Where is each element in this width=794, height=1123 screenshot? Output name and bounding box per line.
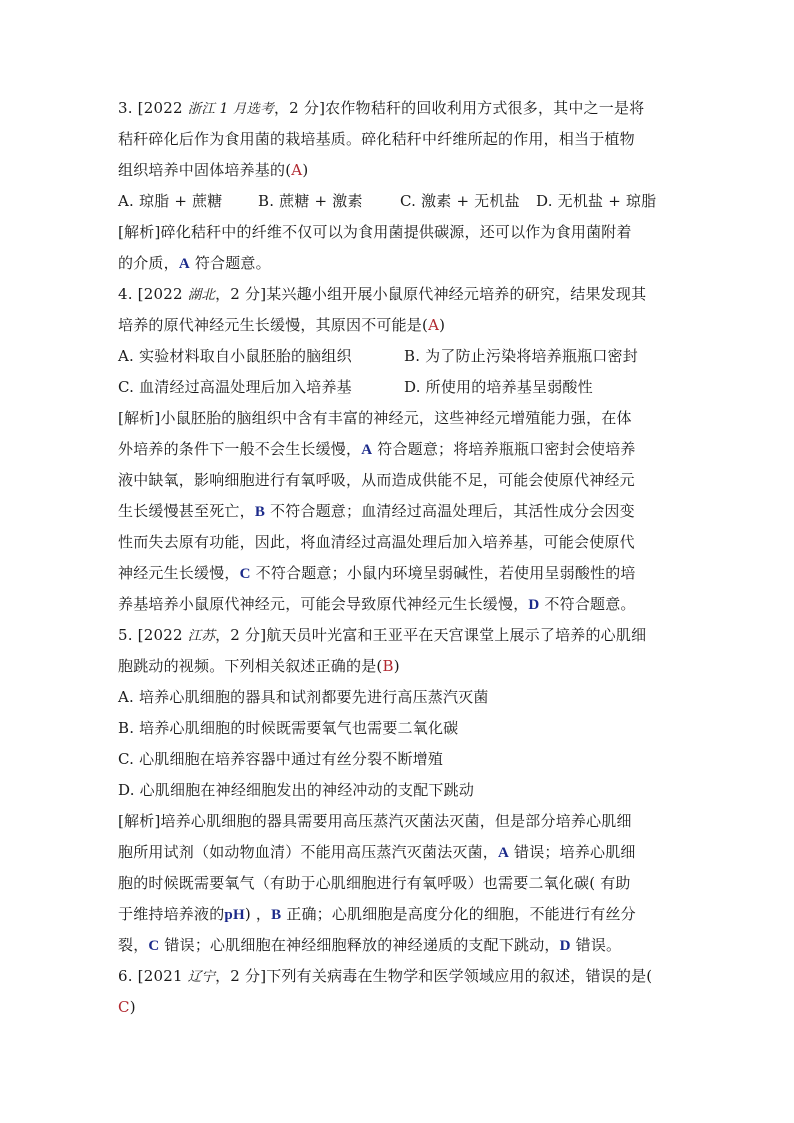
q5-exp-letter-b: B — [271, 907, 282, 923]
q4-source: 湖北 — [187, 287, 216, 303]
q4-exp-text-1: [解析]小鼠胚胎的脑组织中含有丰富的神经元，这些神经元增殖能力强，在体 — [118, 409, 632, 427]
q4-close: ) — [439, 316, 446, 334]
q3-close: ) — [302, 161, 309, 179]
q4-exp-text-7: 性而失去原有功能，因此，将血清经过高温处理后加入培养基，可能会使原代 — [118, 533, 635, 551]
q5-option-a: A. 培养心肌细胞的器具和试剂都要先进行高压蒸汽灭菌 — [118, 688, 489, 706]
q5-exp-letter-d: D — [559, 938, 571, 954]
q3-exp-text-3: 符合题意。 — [189, 254, 271, 272]
q4-exp-text-3: 符合题意；将培养瓶瓶口密封会使培养 — [372, 440, 636, 458]
q6-stem-line-2 — [118, 997, 136, 1017]
q4-answer: A — [428, 316, 440, 334]
q5-exp-text-8: 裂， — [118, 936, 149, 954]
q6-text-1: 下列有关病毒在生物学和医学领域应用的叙述，错误的是( — [266, 967, 653, 985]
q4-exp-text-11: 不符合题意。 — [539, 595, 636, 613]
q4-explanation-6 — [118, 563, 636, 584]
q4-options-row-2 — [118, 377, 678, 397]
q4-exp-text-4: 液中缺氧，影响细胞进行有氧呼吸，从而造成供能不足，可能会使原代神经元 — [118, 471, 635, 489]
q6-close: ) — [129, 998, 136, 1016]
q4-option-c: C. 血清经过高温处理后加入培养基 — [118, 378, 352, 396]
q4-exp-letter-c: C — [239, 566, 251, 582]
q5-exp-text-7: 正确；心肌细胞是高度分化的细胞，不能进行有丝分 — [281, 905, 636, 923]
q3-text-3: 组织培养中固体培养基的( — [118, 161, 292, 179]
q4-number: 4. [2022 — [118, 285, 188, 303]
q4-points: ，2 分] — [215, 285, 267, 303]
q5-exp-ph: pH — [224, 907, 245, 923]
q5-points: ，2 分] — [215, 626, 267, 644]
q4-exp-letter-b: B — [254, 504, 266, 520]
q5-explanation-5 — [118, 935, 621, 956]
q3-options — [118, 191, 678, 211]
q5-source: 江苏 — [187, 628, 216, 644]
q4-options-row-1 — [118, 346, 678, 366]
q3-stem-line-3 — [118, 160, 308, 180]
q5-exp-text-2: 胞所用试剂（如动物血清）不能用高压蒸汽灭菌法灭菌， — [118, 843, 499, 861]
q4-exp-text-10: 养基培养小鼠原代神经元，可能会导致原代神经元生长缓慢， — [118, 595, 529, 613]
q3-exp-text-2: 的介质， — [118, 254, 179, 272]
q5-text-2: 胞跳动的视频。下列相关叙述正确的是( — [118, 657, 383, 675]
q4-explanation-1 — [118, 408, 632, 428]
q5-exp-text-4: 胞的时候既需要氧气（有助于心肌细胞进行有氧呼吸）也需要二氧化碳( 有助 — [118, 874, 631, 892]
q5-exp-letter-c: C — [148, 938, 160, 954]
q3-option-b: B. 蔗糖 + 激素 — [258, 192, 363, 210]
q5-stem-line-2 — [118, 656, 400, 676]
q5-exp-text-6: ) ， — [244, 905, 272, 923]
q5-exp-text-5: 于维持培养液的 — [118, 905, 225, 923]
q3-explanation-1 — [118, 222, 632, 242]
q4-exp-text-2: 外培养的条件下一般不会生长缓慢， — [118, 440, 362, 458]
q4-explanation-4 — [118, 501, 635, 522]
q3-option-d: D. 无机盐 + 琼脂 — [536, 192, 657, 210]
q4-stem-line-1 — [118, 284, 646, 305]
q5-text-1: 航天员叶光富和王亚平在天宫课堂上展示了培养的心肌细 — [266, 626, 647, 644]
q4-text-2: 培养的原代神经元生长缓慢，其原因不可能是( — [118, 316, 429, 334]
q4-option-a: A. 实验材料取自小鼠胚胎的脑组织 — [118, 347, 352, 365]
q5-exp-letter-a: A — [498, 845, 510, 861]
q5-explanation-4 — [118, 904, 636, 925]
q3-exp-letter: A — [178, 256, 190, 272]
q6-answer: C — [118, 998, 130, 1016]
q4-option-d: D. 所使用的培养基呈弱酸性 — [404, 378, 593, 396]
q3-number: 3. [2022 — [118, 99, 188, 117]
q5-number: 5. [2022 — [118, 626, 188, 644]
q4-explanation-5 — [118, 532, 635, 552]
q3-explanation-2 — [118, 253, 271, 274]
q5-explanation-1 — [118, 811, 632, 831]
q5-exp-text-1: [解析]培养心肌细胞的器具需要用高压蒸汽灭菌法灭菌，但是部分培养心肌细 — [118, 812, 632, 830]
q4-explanation-2 — [118, 439, 636, 460]
q5-option-c: C. 心肌细胞在培养容器中通过有丝分裂不断增殖 — [118, 750, 444, 768]
q3-option-c: C. 激素 + 无机盐 — [400, 192, 520, 210]
q5-option-b: B. 培养心肌细胞的时候既需要氧气也需要二氧化碳 — [118, 719, 459, 737]
q5-exp-text-3: 错误；培养心肌细 — [509, 843, 636, 861]
q5-exp-text-9: 错误；心肌细胞在神经细胞释放的神经递质的支配下跳动， — [159, 936, 560, 954]
q5-answer: B — [382, 657, 394, 675]
q6-points: ，2 分] — [215, 967, 267, 985]
q3-stem-line-1 — [118, 98, 644, 119]
q5-stem-line-1 — [118, 625, 646, 646]
q3-text-1: 农作物秸秆的回收利用方式很多，其中之一是将 — [325, 99, 645, 117]
q3-points: ，2 分] — [273, 99, 326, 117]
q4-explanation-7 — [118, 594, 636, 615]
q6-stem-line-1 — [118, 966, 652, 987]
q5-exp-text-10: 错误。 — [570, 936, 622, 954]
q4-exp-text-8: 神经元生长缓慢， — [118, 564, 240, 582]
q3-answer: A — [291, 161, 303, 179]
q4-exp-text-6: 不符合题意；血清经过高温处理后，其活性成分会因变 — [265, 502, 635, 520]
q5-option-d: D. 心肌细胞在神经细胞发出的神经冲动的支配下跳动 — [118, 781, 475, 799]
q4-stem-line-2 — [118, 315, 445, 335]
q4-exp-text-9: 不符合题意；小鼠内环境呈弱碱性，若使用呈弱酸性的培 — [250, 564, 636, 582]
q4-text-1: 某兴趣小组开展小鼠原代神经元培养的研究，结果发现其 — [266, 285, 647, 303]
q4-option-b: B. 为了防止污染将培养瓶瓶口密封 — [404, 347, 638, 365]
q6-source: 辽宁 — [187, 969, 216, 985]
q3-option-a: A. 琼脂 + 蔗糖 — [118, 192, 223, 210]
q5-explanation-2 — [118, 842, 636, 863]
q3-source: 浙江 1 月选考 — [187, 101, 274, 117]
q5-close: ) — [393, 657, 400, 675]
q5-explanation-3 — [118, 873, 631, 893]
q4-explanation-3 — [118, 470, 635, 490]
q4-exp-text-5: 生长缓慢甚至死亡， — [118, 502, 255, 520]
q6-number: 6. [2021 — [118, 967, 188, 985]
q4-exp-letter-a: A — [361, 442, 373, 458]
q3-exp-text-1: [解析]碎化秸秆中的纤维不仅可以为食用菌提供碳源，还可以作为食用菌附着 — [118, 223, 632, 241]
q3-text-2: 秸秆碎化后作为食用菌的栽培基质。碎化秸秆中纤维所起的作用，相当于植物 — [118, 130, 635, 148]
q4-exp-letter-d: D — [528, 597, 540, 613]
q3-stem-line-2 — [118, 129, 635, 149]
